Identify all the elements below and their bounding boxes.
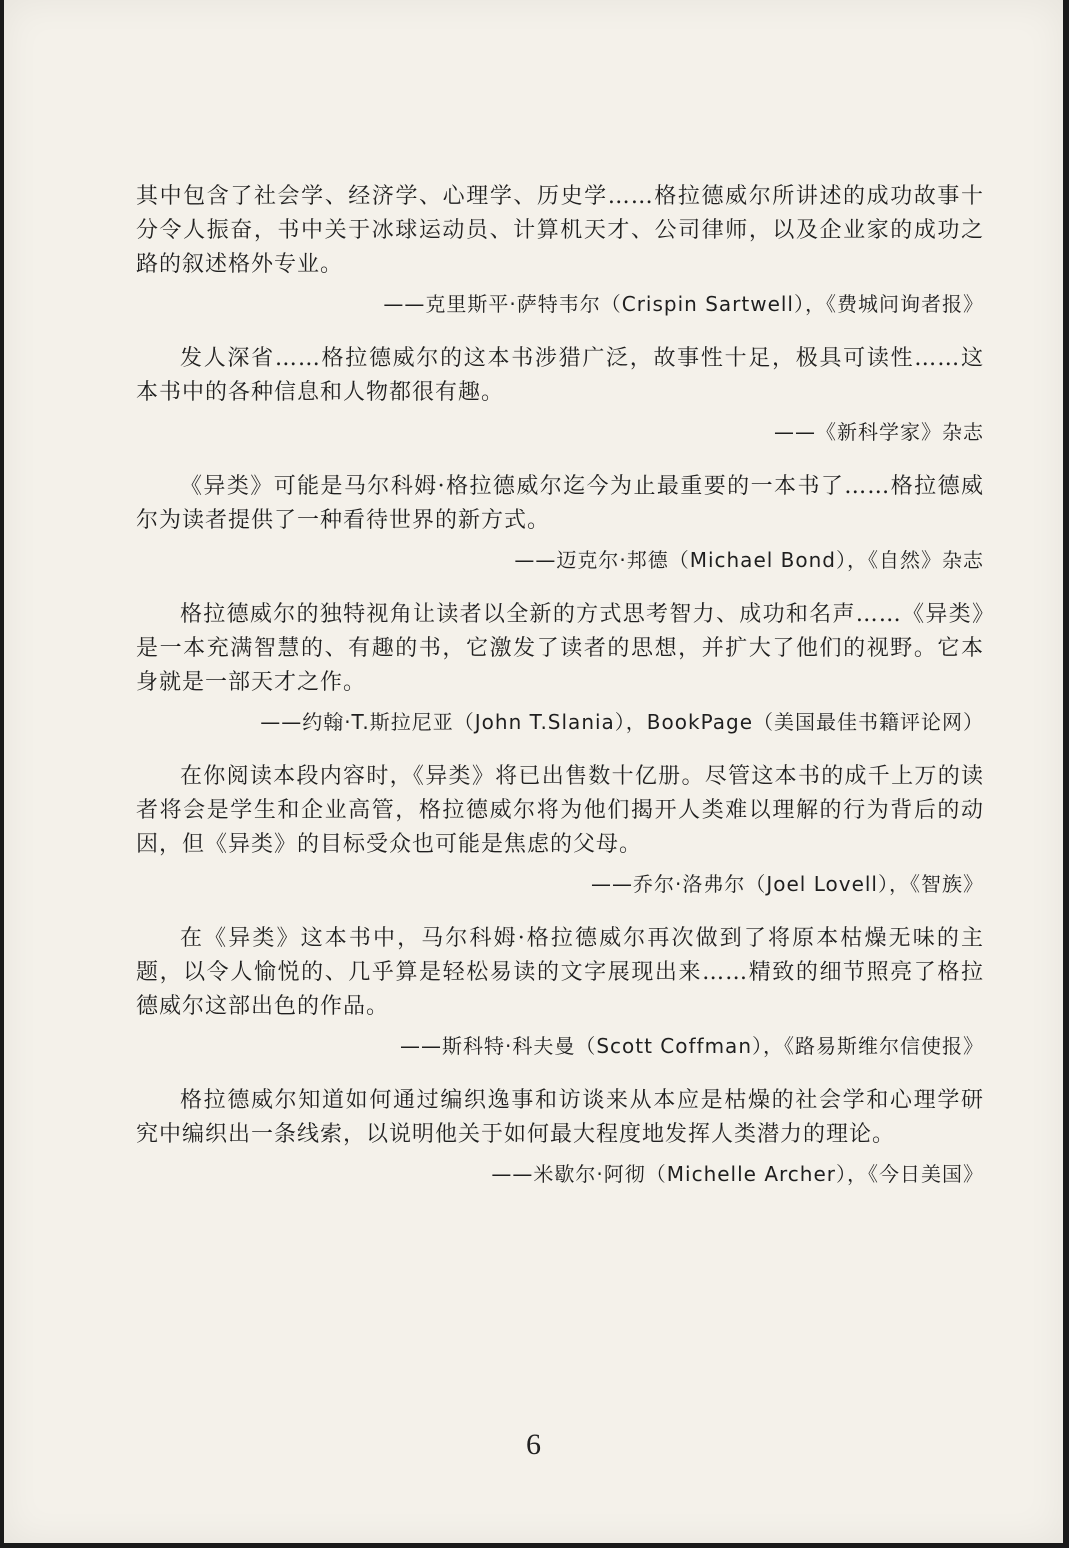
review-text: 其中包含了社会学、经济学、心理学、历史学……格拉德威尔所讲述的成功故事十分令人振奋，书中关于冰球运动员、计算机天才、公司律师，以及企业家的成功之路的叙述格外专业。: [136, 184, 984, 277]
review-attribution: ——迈克尔·邦德（Michael Bond），《自然》杂志: [514, 548, 984, 572]
review-attribution: ——斯科特·科夫曼（Scott Coffman），《路易斯维尔信使报》: [399, 1034, 984, 1058]
review-attribution: ——克里斯平·萨特韦尔（Crispin Sartwell），《费城问询者报》: [383, 292, 984, 316]
review-text: 《异类》可能是马尔科姆·格拉德威尔迄今为止最重要的一本书了……格拉德威尔为读者提供了一种看待世界的新方式。: [136, 474, 984, 533]
review-text: 格拉德威尔的独特视角让读者以全新的方式思考智力、成功和名声……《异类》是一本充满智慧的、有趣的书，它激发了读者的思想，并扩大了他们的视野。它本身就是一部天才之作。: [136, 602, 984, 695]
review-attribution: ——乔尔·洛弗尔（Joel Lovell），《智族》: [591, 872, 984, 896]
review-text: 发人深省……格拉德威尔的这本书涉猎广泛，故事性十足，极具可读性……这本书中的各种信息和人物都很有趣。: [136, 346, 984, 405]
review-text: 格拉德威尔知道如何通过编织逸事和访谈来从本应是枯燥的社会学和心理学研究中编织出一条线索，以说明他关于如何最大程度地发挥人类潜力的理论。: [136, 1088, 984, 1147]
review-text: 在你阅读本段内容时，《异类》将已出售数十亿册。尽管这本书的成千上万的读者将会是学生和企业高管，格拉德威尔将为他们揭开人类难以理解的行为背后的动因，但《异类》的目标受众也可能是焦虑的父母。: [136, 764, 984, 857]
review-attribution: ——米歇尔·阿彻（Michelle Archer），《今日美国》: [491, 1162, 984, 1186]
book-page: [4, 0, 1063, 1543]
review-attribution: ——约翰·T.斯拉尼亚（John T.Slania），BookPage（美国最佳书籍评论网）: [260, 710, 984, 734]
page-number: 6: [526, 1428, 541, 1461]
review-attribution: ——《新科学家》杂志: [774, 420, 984, 444]
review-list: [136, 180, 984, 1212]
review-text: 在《异类》这本书中，马尔科姆·格拉德威尔再次做到了将原本枯燥无味的主题，以令人愉悦的、几乎算是轻松易读的文字展现出来……精致的细节照亮了格拉德威尔这部出色的作品。: [136, 926, 984, 1019]
